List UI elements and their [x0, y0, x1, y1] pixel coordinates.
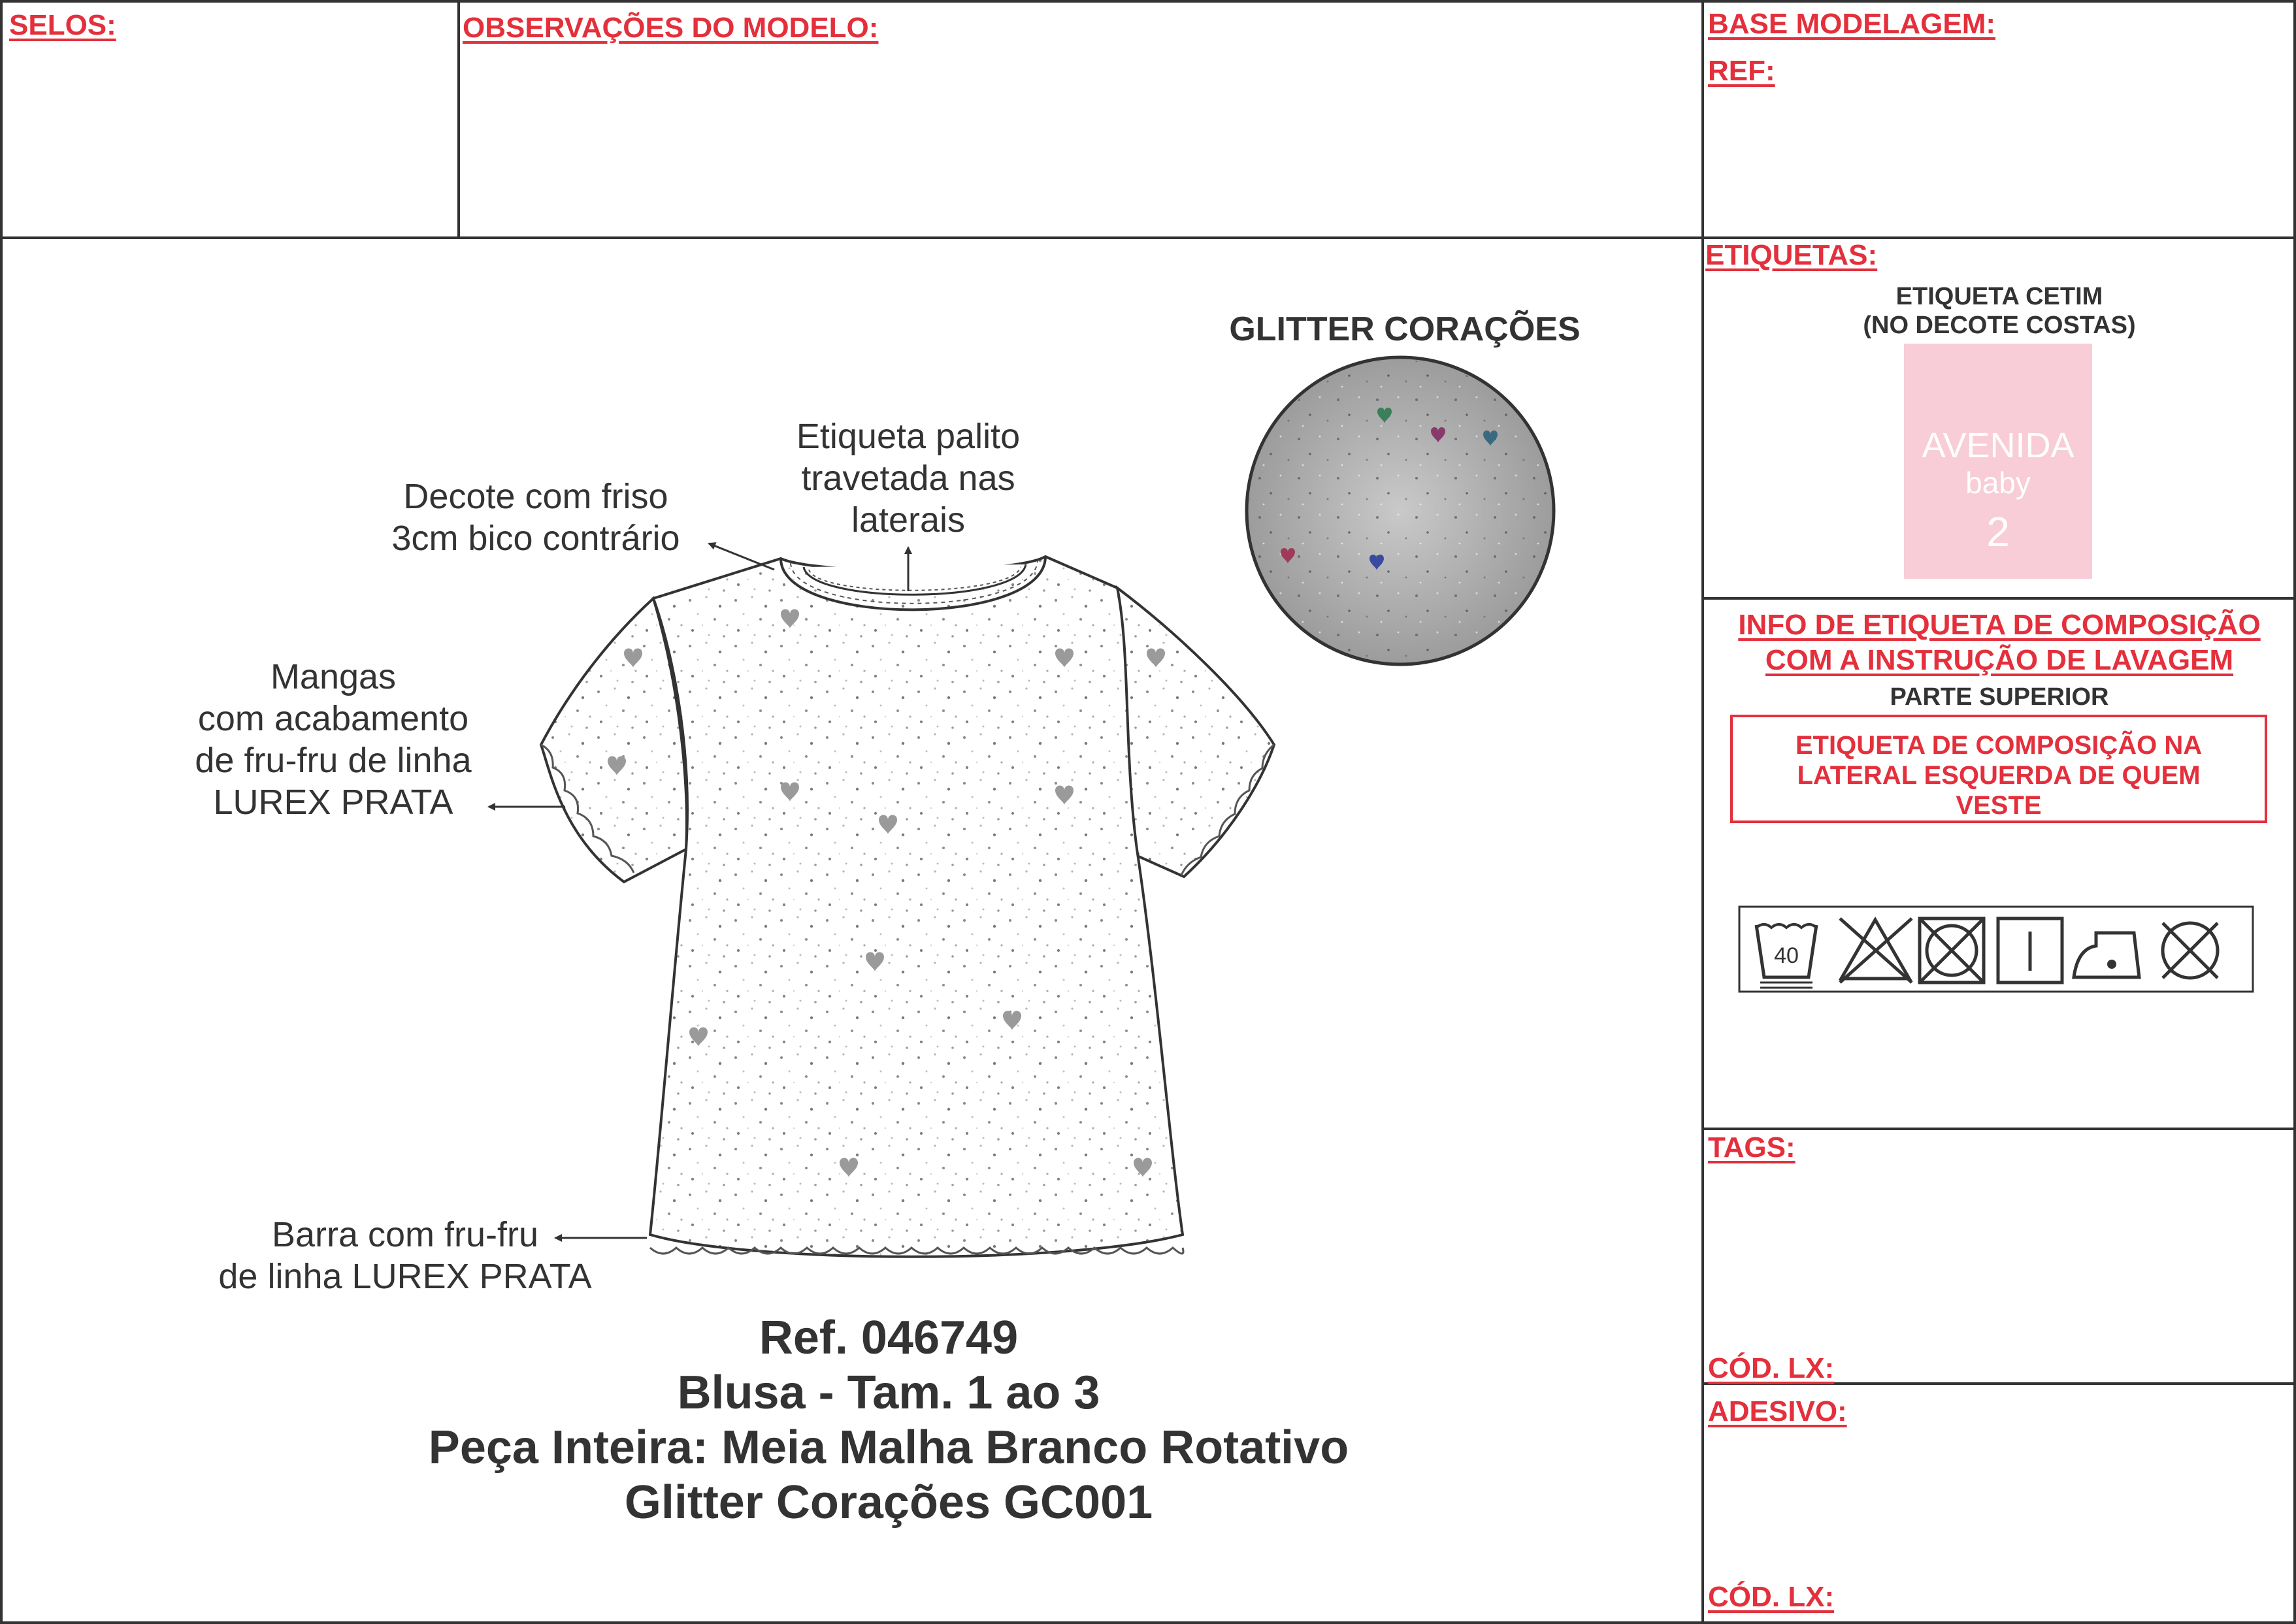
selos-label: SELOS:: [9, 9, 116, 41]
model-info: [196, 1310, 1581, 1530]
svg-text:40: 40: [1774, 943, 1799, 968]
brand-size: 2: [1986, 508, 2010, 555]
base-modelagem-label: BASE MODELAGEM:: [1708, 8, 1995, 40]
cetim-title: ETIQUETA CETIM (NO DECOTE COSTAS): [1863, 283, 2136, 339]
tags-label: TAGS:: [1708, 1131, 1796, 1163]
shirt-body: [650, 557, 1183, 1257]
model-description: Blusa - Tam. 1 ao 3: [677, 1367, 1100, 1419]
swatch-title: GLITTER CORAÇÕES: [1229, 310, 1581, 348]
model-fabric: Peça Inteira: Meia Malha Branco Rotativo: [428, 1421, 1349, 1474]
composicao-note-box: ETIQUETA DE COMPOSIÇÃO NA LATERAL ESQUERDA DE QUEM VESTE: [1730, 715, 2267, 823]
model-ref: Ref. 046749: [759, 1312, 1019, 1364]
adesivo-cod-label: CÓD. LX:: [1708, 1581, 1835, 1613]
annotation-decote: Decote com friso 3cm bico contrário: [391, 477, 680, 558]
brand-subname: baby: [1965, 466, 2031, 500]
left-sleeve: [541, 598, 687, 882]
parte-superior: PARTE SUPERIOR: [1890, 683, 2109, 711]
brand-label: [1904, 344, 2092, 579]
right-sleeve: [1117, 588, 1274, 877]
composicao-title: INFO DE ETIQUETA DE COMPOSIÇÃO COM A INSTRUÇÃO DE LAVAGEM: [1738, 609, 2261, 676]
care-symbols: [1738, 905, 2254, 993]
observacoes-label: OBSERVAÇÕES DO MODELO:: [463, 12, 879, 44]
annotation-mangas: Mangas com acabamento de fru-fru de linha LUREX PRATA: [195, 657, 472, 822]
tags-box: [1701, 1128, 2296, 1385]
annotation-barra: Barra com fru-fru de linha LUREX PRATA: [218, 1215, 592, 1296]
annotation-etiqueta-palito: Etiqueta palito travetada nas laterais: [796, 417, 1021, 540]
adesivo-label: ADESIVO:: [1708, 1395, 1847, 1427]
etiquetas-label: ETIQUETAS:: [1705, 239, 1878, 271]
tags-cod-label: CÓD. LX:: [1708, 1352, 1835, 1384]
ref-label: REF:: [1708, 55, 1775, 87]
brand-name: AVENIDA: [1922, 426, 2075, 465]
model-print: Glitter Corações GC001: [624, 1476, 1153, 1529]
